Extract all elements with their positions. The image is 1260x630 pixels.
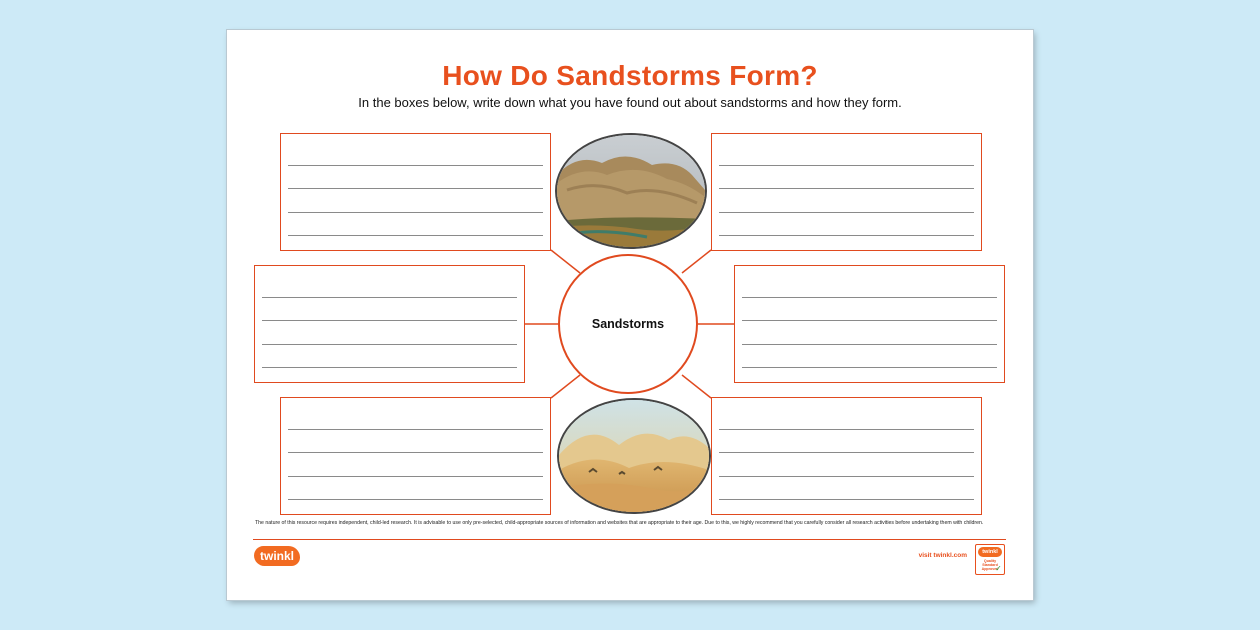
writing-line: [742, 345, 997, 369]
writing-line: [288, 406, 543, 430]
brand-name: twinkl: [259, 549, 294, 563]
writing-line: [262, 321, 517, 345]
writing-box-middle-right[interactable]: [734, 265, 1005, 383]
writing-line: [719, 430, 974, 454]
quality-badge-icon: [975, 544, 1005, 575]
writing-line: [742, 321, 997, 345]
writing-box-top-left[interactable]: [280, 133, 551, 251]
writing-line: [719, 166, 974, 190]
writing-line: [288, 166, 543, 190]
writing-line: [719, 406, 974, 430]
writing-line: [719, 213, 974, 237]
check-icon: ✓: [995, 564, 1002, 573]
page-title: How Do Sandstorms Form?: [442, 60, 818, 91]
center-circle: [558, 254, 698, 394]
center-label: Sandstorms: [591, 317, 665, 331]
writing-line: [742, 274, 997, 298]
writing-box-bottom-left[interactable]: [280, 397, 551, 515]
sandstorm-wall-photo: [555, 133, 707, 249]
writing-line: [719, 477, 974, 501]
writing-line: [262, 274, 517, 298]
writing-box-top-right[interactable]: [711, 133, 982, 251]
twinkl-logo[interactable]: [254, 546, 300, 566]
writing-line: [719, 189, 974, 213]
writing-line: [288, 213, 543, 237]
badge-text: Quality Standard Approved: [981, 559, 999, 572]
desert-dunes-photo: [557, 398, 711, 514]
writing-line: [719, 142, 974, 166]
writing-box-bottom-right[interactable]: [711, 397, 982, 515]
badge-brand: twinkl: [978, 547, 1002, 557]
writing-box-middle-left[interactable]: [254, 265, 525, 383]
writing-line: [288, 453, 543, 477]
writing-line: [742, 298, 997, 322]
disclaimer-text: The nature of this resource requires independent, child-led research. It is advisable to use only pre-selected, child-appropriate sources of information and websites that are appropriate to their age. Due to this, we highly recommend that you carefully consider all research activities before undertaking them with children.: [255, 520, 984, 526]
writing-line: [288, 142, 543, 166]
instruction-text: In the boxes below, write down what you have found out about sandstorms and how they form.: [358, 95, 902, 110]
writing-line: [719, 453, 974, 477]
visit-link[interactable]: visit twinkl.com: [918, 552, 967, 559]
writing-line: [288, 189, 543, 213]
footer-divider: [253, 539, 1006, 540]
writing-line: [288, 477, 543, 501]
writing-line: [288, 430, 543, 454]
writing-line: [262, 345, 517, 369]
writing-line: [262, 298, 517, 322]
